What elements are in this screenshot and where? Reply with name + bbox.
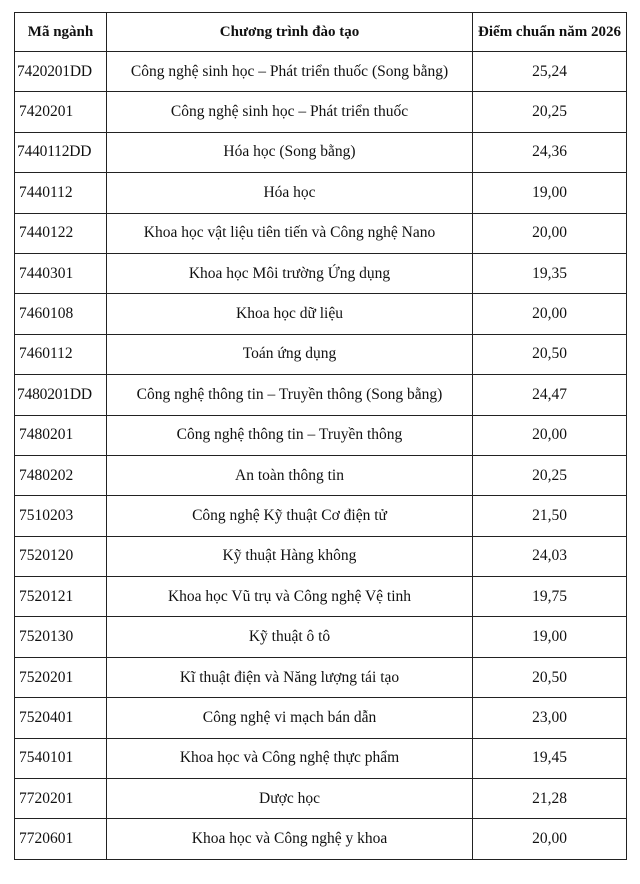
table-row bbox=[15, 52, 627, 92]
table-row bbox=[15, 173, 627, 213]
table-row bbox=[15, 698, 627, 738]
program-name: Khoa học dữ liệu bbox=[107, 294, 473, 334]
cutoff-score: 19,00 bbox=[473, 173, 627, 213]
program-name: Công nghệ vi mạch bán dẫn bbox=[107, 698, 473, 738]
program-name: Công nghệ thông tin – Truyền thông (Song bằng) bbox=[107, 375, 473, 415]
cutoff-score: 21,50 bbox=[473, 496, 627, 536]
program-code: 7480201DD bbox=[15, 375, 107, 415]
cutoff-score: 19,35 bbox=[473, 253, 627, 293]
cutoff-score: 20,00 bbox=[473, 213, 627, 253]
program-name: Hóa học bbox=[107, 173, 473, 213]
program-code: 7540101 bbox=[15, 738, 107, 778]
cutoff-score: 24,36 bbox=[473, 132, 627, 172]
program-name: Toán ứng dụng bbox=[107, 334, 473, 374]
program-code: 7520121 bbox=[15, 577, 107, 617]
table-row bbox=[15, 132, 627, 172]
table-row bbox=[15, 577, 627, 617]
program-name: Khoa học vật liệu tiên tiến và Công nghệ Nano bbox=[107, 213, 473, 253]
program-name: Khoa học Vũ trụ và Công nghệ Vệ tinh bbox=[107, 577, 473, 617]
program-name: Công nghệ sinh học – Phát triển thuốc (Song bằng) bbox=[107, 52, 473, 92]
program-name: Công nghệ Kỹ thuật Cơ điện tử bbox=[107, 496, 473, 536]
cutoff-score: 24,03 bbox=[473, 536, 627, 576]
program-name: Khoa học Môi trường Ứng dụng bbox=[107, 253, 473, 293]
program-name: An toàn thông tin bbox=[107, 455, 473, 495]
program-name: Kỹ thuật ô tô bbox=[107, 617, 473, 657]
program-code: 7520130 bbox=[15, 617, 107, 657]
cutoff-score: 20,00 bbox=[473, 415, 627, 455]
program-code: 7460108 bbox=[15, 294, 107, 334]
program-name: Khoa học và Công nghệ thực phẩm bbox=[107, 738, 473, 778]
program-name: Khoa học và Công nghệ y khoa bbox=[107, 819, 473, 859]
table-row bbox=[15, 496, 627, 536]
table-row bbox=[15, 415, 627, 455]
cutoff-score: 20,50 bbox=[473, 657, 627, 697]
cutoff-score: 24,47 bbox=[473, 375, 627, 415]
program-name: Dược học bbox=[107, 779, 473, 819]
table-row bbox=[15, 617, 627, 657]
admission-scores-table bbox=[14, 12, 627, 860]
program-code: 7520201 bbox=[15, 657, 107, 697]
table-header-row bbox=[15, 13, 627, 52]
cutoff-score: 23,00 bbox=[473, 698, 627, 738]
cutoff-score: 21,28 bbox=[473, 779, 627, 819]
program-code: 7440112DD bbox=[15, 132, 107, 172]
cutoff-score: 19,45 bbox=[473, 738, 627, 778]
program-code: 7720601 bbox=[15, 819, 107, 859]
program-code: 7520401 bbox=[15, 698, 107, 738]
cutoff-score: 19,00 bbox=[473, 617, 627, 657]
program-name: Công nghệ thông tin – Truyền thông bbox=[107, 415, 473, 455]
table-row bbox=[15, 819, 627, 859]
cutoff-score: 25,24 bbox=[473, 52, 627, 92]
cutoff-score: 20,25 bbox=[473, 455, 627, 495]
table-row bbox=[15, 738, 627, 778]
cutoff-score: 19,75 bbox=[473, 577, 627, 617]
program-code: 7460112 bbox=[15, 334, 107, 374]
table-row bbox=[15, 536, 627, 576]
program-code: 7720201 bbox=[15, 779, 107, 819]
program-code: 7420201 bbox=[15, 92, 107, 132]
table-row bbox=[15, 253, 627, 293]
program-code: 7520120 bbox=[15, 536, 107, 576]
program-code: 7480202 bbox=[15, 455, 107, 495]
header-program-name: Chương trình đào tạo bbox=[107, 13, 473, 52]
program-name: Kĩ thuật điện và Năng lượng tái tạo bbox=[107, 657, 473, 697]
program-code: 7420201DD bbox=[15, 52, 107, 92]
cutoff-score: 20,00 bbox=[473, 819, 627, 859]
program-code: 7480201 bbox=[15, 415, 107, 455]
cutoff-score: 20,50 bbox=[473, 334, 627, 374]
table-row bbox=[15, 779, 627, 819]
cutoff-score: 20,00 bbox=[473, 294, 627, 334]
table-row bbox=[15, 334, 627, 374]
table-row bbox=[15, 213, 627, 253]
program-code: 7510203 bbox=[15, 496, 107, 536]
header-program-code: Mã ngành bbox=[15, 13, 107, 52]
program-code: 7440112 bbox=[15, 173, 107, 213]
program-name: Công nghệ sinh học – Phát triển thuốc bbox=[107, 92, 473, 132]
table-row bbox=[15, 375, 627, 415]
program-name: Hóa học (Song bằng) bbox=[107, 132, 473, 172]
program-code: 7440301 bbox=[15, 253, 107, 293]
program-code: 7440122 bbox=[15, 213, 107, 253]
table-row bbox=[15, 294, 627, 334]
header-cutoff-score: Điểm chuẩn năm 2026 bbox=[473, 13, 627, 52]
program-name: Kỹ thuật Hàng không bbox=[107, 536, 473, 576]
table-row bbox=[15, 657, 627, 697]
table-row bbox=[15, 455, 627, 495]
cutoff-score: 20,25 bbox=[473, 92, 627, 132]
table-row bbox=[15, 92, 627, 132]
